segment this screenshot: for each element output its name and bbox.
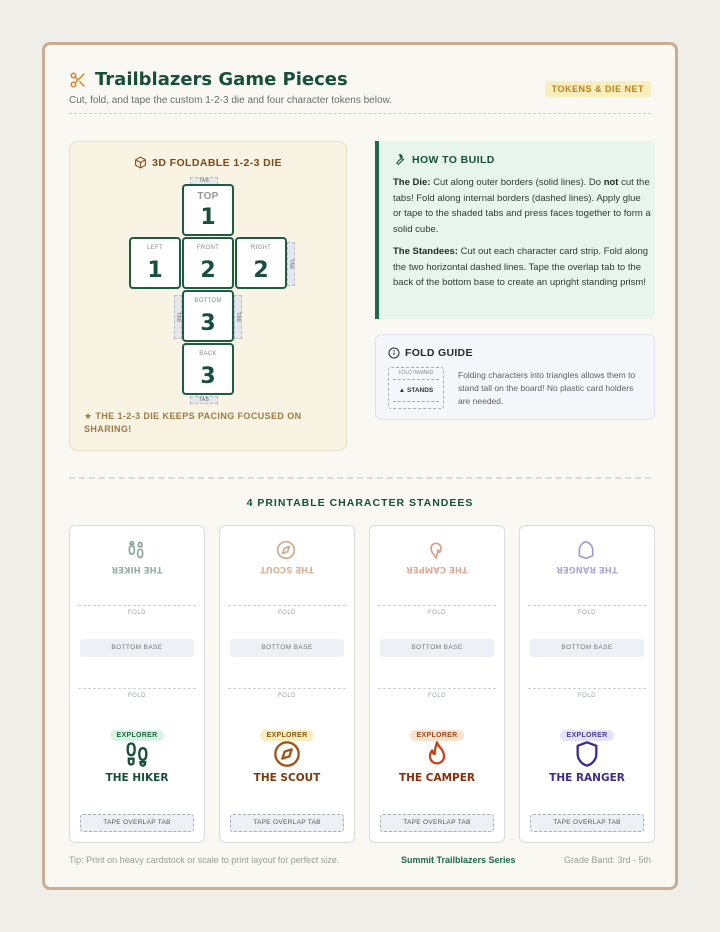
- die-panel: [69, 141, 347, 451]
- build-instructions: [393, 175, 651, 291]
- standee-card-ranger: [519, 525, 655, 843]
- standee-instructions: The Standees: Cut out each character card strip. Fold along the two horizontal dashed lines. Tape the overlap tab to the back of the bottom base to create an upright standing prism!: [393, 246, 649, 288]
- bottom-base: BOTTOM BASE: [380, 639, 494, 657]
- fold-label: FOLD: [70, 601, 204, 619]
- footer-tip: Tip: Print on heavy cardstock or scale to print layout for perfect size.: [69, 855, 340, 865]
- flame-icon: [423, 740, 451, 768]
- header-badge: TOKENS & DIE NET: [545, 81, 651, 97]
- die-face-right: RIGHT 2: [235, 237, 287, 289]
- standees-heading: 4 PRINTABLE CHARACTER STANDEES: [246, 497, 474, 509]
- fold-guide-heading: [388, 347, 473, 359]
- die-face-top: TOP 1: [182, 184, 234, 236]
- role-badge: EXPLORER: [370, 724, 504, 742]
- title-row: [69, 69, 348, 90]
- die-instructions: The Die: Cut along outer borders (solid lines). Do not cut the tabs! Fold along internal borders (dashed lines). Apply glue or tape to the shaded tabs and press faces together to form a solid cube.: [393, 177, 651, 235]
- fold-label: FOLD: [70, 684, 204, 702]
- card-top-mirrored: THE RANGER: [520, 534, 654, 574]
- die-face-back: BACK 3: [182, 343, 234, 395]
- character-name: THE SCOUT: [253, 772, 321, 784]
- die-face-left: LEFT 1: [129, 237, 181, 289]
- standee-card-hiker: [69, 525, 205, 843]
- how-to-build-panel: [375, 141, 655, 319]
- fold-guide-text: Folding characters into triangles allows them to stand tall on the board! No plastic card holders are needed.: [458, 370, 636, 406]
- fold-guide-heading-text: FOLD GUIDE: [405, 347, 473, 359]
- die-heading-text: 3D FOLDABLE 1-2-3 DIE: [152, 156, 282, 169]
- card-top-mirrored: THE HIKER: [70, 534, 204, 574]
- scissors-icon: [69, 71, 87, 89]
- fold-label: FOLD: [370, 684, 504, 702]
- fold-guide-panel: [375, 334, 655, 420]
- standee-cards: [69, 525, 655, 843]
- footer-grade: Grade Band: 3rd - 5th: [563, 855, 651, 865]
- shield-icon: [573, 740, 601, 768]
- footprints-icon: [123, 740, 151, 768]
- header-divider: [69, 113, 651, 114]
- role-badge: EXPLORER: [70, 724, 204, 742]
- footprints-icon: [126, 540, 146, 560]
- tape-overlap-tab: TAPE OVERLAP TAB: [230, 814, 344, 832]
- role-badge: EXPLORER: [520, 724, 654, 742]
- die-face-bottom: BOTTOM 3: [182, 290, 234, 342]
- build-heading-text: HOW TO BUILD: [412, 153, 495, 166]
- character-name: THE HIKER: [105, 772, 169, 784]
- bottom-base: BOTTOM BASE: [530, 639, 644, 657]
- die-tab-back: TAB: [190, 396, 218, 404]
- standee-card-scout: [219, 525, 355, 843]
- die-note: ★ THE 1-2-3 DIE KEEPS PACING FOCUSED ON SHARING!: [84, 411, 302, 434]
- info-icon: [388, 347, 400, 359]
- flame-icon: [426, 540, 446, 560]
- compass-icon: [273, 740, 301, 768]
- page-subtitle: Cut, fold, and tape the custom 1-2-3 die and four character tokens below.: [69, 95, 392, 106]
- footer-series: Summit Trailblazers Series: [401, 855, 516, 865]
- die-tab-top: TAB: [190, 177, 218, 185]
- compass-icon: [276, 540, 296, 560]
- printable-sheet: [42, 42, 678, 890]
- fold-label: FOLD: [370, 601, 504, 619]
- die-tab-bottom-right: TAB: [234, 295, 242, 339]
- tape-overlap-tab: TAPE OVERLAP TAB: [80, 814, 194, 832]
- die-net: [70, 142, 348, 452]
- character-name: THE CAMPER: [398, 772, 475, 784]
- page-title: Trailblazers Game Pieces: [95, 69, 348, 90]
- bottom-base: BOTTOM BASE: [80, 639, 194, 657]
- fold-label: FOLD: [520, 601, 654, 619]
- card-top-mirrored: THE SCOUT: [220, 534, 354, 574]
- die-tab-bottom-left: TAB: [174, 295, 182, 339]
- fold-label: FOLD: [220, 601, 354, 619]
- fold-label: FOLD: [220, 684, 354, 702]
- fold-diagram: FOLD INWARD ▲ STANDS: [388, 367, 444, 409]
- tape-overlap-tab: TAPE OVERLAP TAB: [530, 814, 644, 832]
- die-tab-right: TAB: [287, 242, 295, 286]
- build-heading: [393, 153, 495, 166]
- standee-card-camper: [369, 525, 505, 843]
- character-name: THE RANGER: [549, 772, 625, 784]
- fold-label: FOLD: [520, 684, 654, 702]
- card-top-mirrored: THE CAMPER: [370, 534, 504, 574]
- section-divider: [69, 477, 651, 479]
- shield-icon: [576, 540, 596, 560]
- die-face-front: FRONT 2: [182, 237, 234, 289]
- tape-overlap-tab: TAPE OVERLAP TAB: [380, 814, 494, 832]
- wrench-icon: [393, 153, 406, 166]
- role-badge: EXPLORER: [220, 724, 354, 742]
- bottom-base: BOTTOM BASE: [230, 639, 344, 657]
